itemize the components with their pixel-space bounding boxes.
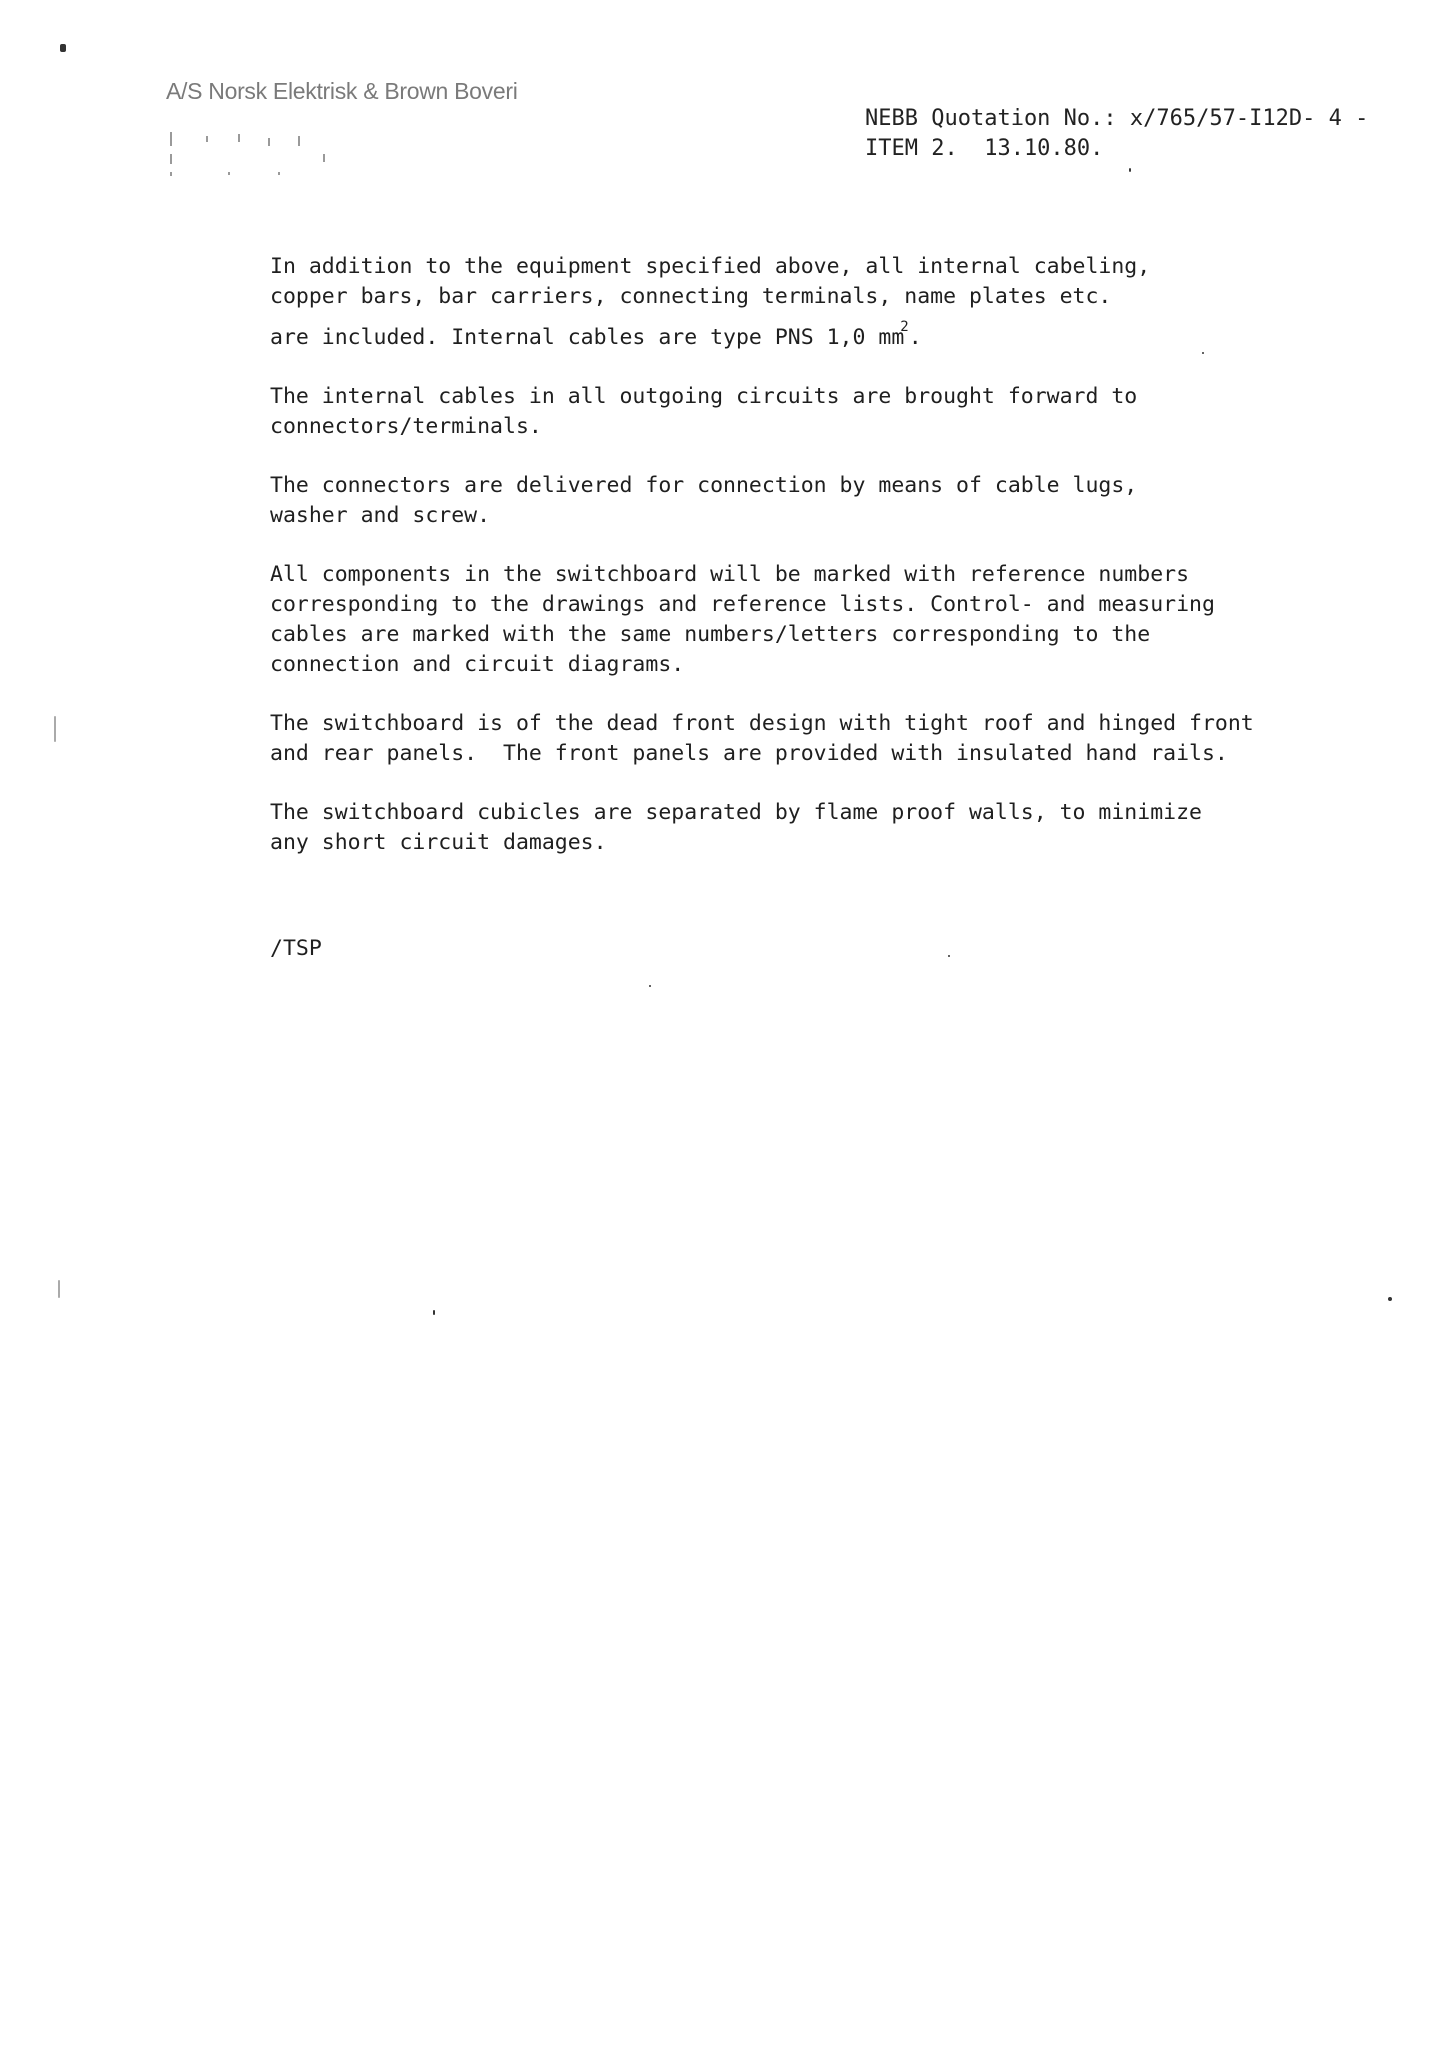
paragraph-2-line-2: connectors/terminals.: [270, 414, 542, 439]
scan-speck: [1202, 352, 1204, 354]
scan-speck: [1129, 168, 1131, 172]
paragraph-2-line-1: The internal cables in all outgoing circuits are brought forward to: [270, 384, 1138, 409]
paragraph-3-line-1: The connectors are delivered for connection by means of cable lugs,: [270, 473, 1138, 498]
superscript-2: 2: [900, 319, 909, 335]
scan-speck: [60, 44, 66, 52]
item-date: ITEM 2. 13.10.80.: [865, 136, 1104, 161]
paragraph-3: [270, 471, 1400, 531]
paragraph-4: [270, 560, 1400, 680]
paragraph-4-line-3: cables are marked with the same numbers/letters corresponding to the: [270, 622, 1151, 647]
scan-speck: [433, 1310, 435, 1315]
reference-block: [865, 104, 1368, 164]
paragraph-1-line-1: In addition to the equipment specified above, all internal cabeling,: [270, 254, 1151, 279]
scan-speck: [1388, 1297, 1392, 1301]
scan-speck: [58, 1280, 60, 1298]
letterhead-company: A/S Norsk Elektrisk & Brown Boveri: [166, 78, 518, 104]
paragraph-3-line-2: washer and screw.: [270, 503, 491, 528]
paragraph-1: [270, 252, 1400, 353]
paragraph-4-line-4: connection and circuit diagrams.: [270, 652, 685, 677]
quotation-number: NEBB Quotation No.: x/765/57-I12D- 4 -: [865, 106, 1369, 131]
paragraph-2: [270, 382, 1400, 442]
scan-speck: [54, 716, 56, 742]
paragraph-6-line-1: The switchboard cubicles are separated by flame proof walls, to minimize: [270, 800, 1202, 825]
signoff-initials: /TSP: [270, 936, 322, 961]
body-text: [270, 252, 1400, 887]
scan-speck: [948, 955, 950, 957]
paragraph-6: [270, 798, 1400, 858]
paragraph-1-period: .: [908, 325, 922, 350]
scan-speck: [649, 985, 651, 987]
paragraph-5-line-1: The switchboard is of the dead front design with tight roof and hinged front: [270, 711, 1254, 736]
paragraph-5-line-2: and rear panels. The front panels are provided with insulated hand rails.: [270, 741, 1228, 766]
paragraph-1-line-2: copper bars, bar carriers, connecting terminals, name plates etc.: [270, 284, 1112, 309]
paragraph-4-line-2: corresponding to the drawings and reference lists. Control- and measuring: [270, 592, 1215, 617]
paragraph-6-line-2: any short circuit damages.: [270, 830, 607, 855]
paragraph-5: [270, 709, 1400, 769]
paragraph-4-line-1: All components in the switchboard will be marked with reference numbers: [270, 562, 1190, 587]
letterhead-logo: [168, 128, 333, 178]
paragraph-1-line-3: are included. Internal cables are type PNS 1,0 mm: [270, 325, 905, 350]
